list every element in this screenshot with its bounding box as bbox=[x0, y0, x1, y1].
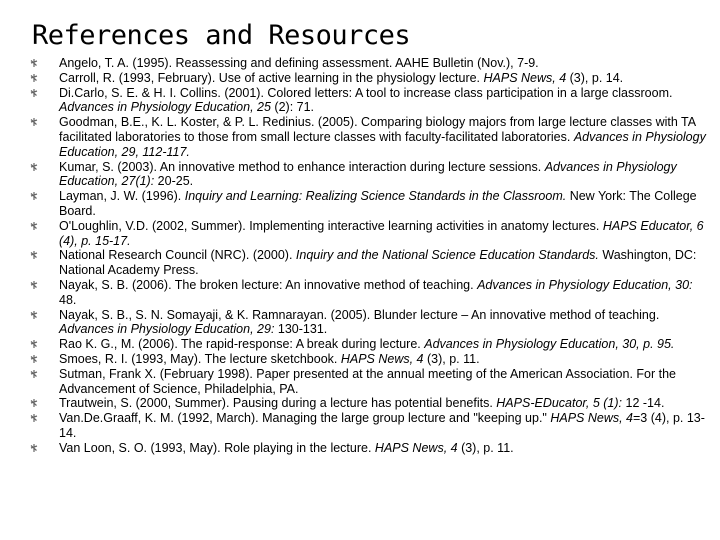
reference-item bbox=[30, 189, 710, 219]
reference-italic: Advances in Physiology Education, 25 bbox=[59, 100, 271, 115]
sparkle-bullet-icon bbox=[30, 310, 39, 320]
reference-text: Sutman, Frank X. (February 1998). Paper presented at the annual meeting of the American Association. For the Advancement of Science, Philadelphia, PA. bbox=[59, 366, 677, 396]
reference-italic: HAPS News, 4 bbox=[374, 440, 458, 455]
sparkle-bullet-icon bbox=[30, 250, 39, 260]
sparkle-bullet-icon bbox=[30, 369, 39, 379]
reference-item bbox=[30, 219, 710, 249]
reference-text: Rao K. G., M. (2006). The rapid-response: A break during lecture. bbox=[59, 337, 425, 352]
reference-tail: 48. bbox=[59, 292, 77, 307]
sparkle-bullet-icon bbox=[30, 280, 39, 290]
reference-item bbox=[30, 441, 710, 456]
sparkle-bullet-icon bbox=[30, 117, 39, 127]
reference-italic: HAPS News, 4 bbox=[550, 411, 633, 426]
reference-text: National Research Council (NRC). (2000). bbox=[59, 248, 296, 263]
reference-tail: =3 (4), p. 13-14. bbox=[59, 411, 705, 440]
reference-tail: (3), p. 11. bbox=[457, 440, 514, 455]
reference-item bbox=[30, 160, 710, 190]
reference-italic: HAPS Educator, 6 (4), p. 15-17. bbox=[59, 218, 704, 248]
reference-text: Angelo, T. A. (1995). Reassessing and defining assessment. AAHE Bulletin (Nov.), 7-9. bbox=[59, 56, 539, 70]
reference-text: Smoes, R. I. (1993, May). The lecture sketchbook. bbox=[59, 351, 341, 366]
reference-item bbox=[30, 71, 710, 86]
reference-italic: Advances in Physiology Education, 29, 112-117. bbox=[59, 129, 706, 159]
reference-italic: HAPS-EDucator, 5 (1): bbox=[496, 396, 623, 411]
reference-tail: Washington, DC: National Academy Press. bbox=[59, 248, 697, 278]
reference-item bbox=[30, 56, 710, 71]
reference-text: Layman, J. W. (1996). bbox=[59, 189, 185, 204]
reference-text: Nayak, S. B. (2006). The broken lecture: An innovative method of teaching. bbox=[59, 277, 478, 292]
reference-italic: HAPS News, 4 bbox=[340, 351, 424, 366]
reference-text: Kumar, S. (2003). An innovative method to enhance interaction during lecture sessions. bbox=[59, 159, 545, 174]
sparkle-bullet-icon bbox=[30, 221, 39, 231]
reference-item bbox=[30, 308, 710, 338]
sparkle-bullet-icon bbox=[30, 398, 39, 408]
reference-text: Trautwein, S. (2000, Summer). Pausing during a lecture has potential benefits. bbox=[59, 396, 497, 411]
sparkle-bullet-icon bbox=[30, 339, 39, 349]
reference-item bbox=[30, 115, 710, 159]
sparkle-bullet-icon bbox=[30, 88, 39, 98]
reference-item bbox=[30, 86, 710, 116]
reference-tail: 20-25. bbox=[154, 174, 194, 189]
page-title: References and Resources bbox=[32, 20, 411, 51]
reference-italic: Advances in Physiology Education, 27(1): bbox=[59, 159, 677, 189]
reference-item bbox=[30, 352, 710, 367]
reference-text: Goodman, B.E., K. L. Koster, & P. L. Redinius. (2005). Comparing biology majors from large lecture classes with TA facilitated laboratories to those from small lecture classes with faculty-facilitated laboratories. bbox=[59, 115, 696, 144]
reference-italic: Inquiry and Learning: Realizing Science Standards in the Classroom. bbox=[184, 189, 567, 204]
reference-text: Carroll, R. (1993, February). Use of active learning in the physiology lecture. bbox=[59, 70, 484, 85]
reference-tail: (3), p. 11. bbox=[423, 351, 480, 366]
reference-text: Van.De.Graaff, K. M. (1992, March). Managing the large group lecture and "keeping up." bbox=[59, 411, 551, 426]
sparkle-bullet-icon bbox=[30, 413, 39, 423]
reference-tail: 130-131. bbox=[274, 322, 328, 337]
reference-list bbox=[30, 56, 710, 456]
sparkle-bullet-icon bbox=[30, 443, 39, 453]
sparkle-bullet-icon bbox=[30, 73, 39, 83]
reference-item bbox=[30, 411, 710, 441]
sparkle-bullet-icon bbox=[30, 162, 39, 172]
reference-tail: 12 -14. bbox=[622, 396, 665, 411]
reference-italic: Advances in Physiology Education, 30: bbox=[477, 277, 693, 292]
sparkle-bullet-icon bbox=[30, 354, 39, 364]
reference-italic: Inquiry and the National Science Education Standards. bbox=[295, 248, 599, 263]
reference-item bbox=[30, 278, 710, 308]
reference-tail: New York: The College Board. bbox=[59, 189, 697, 218]
sparkle-bullet-icon bbox=[30, 58, 39, 68]
reference-tail: (3), p. 14. bbox=[566, 70, 624, 85]
reference-text: O'Loughlin, V.D. (2002, Summer). Implementing interactive learning activities in anatomy lectures. bbox=[59, 218, 603, 233]
sparkle-bullet-icon bbox=[30, 191, 39, 201]
reference-item bbox=[30, 367, 710, 397]
reference-item bbox=[30, 337, 710, 352]
reference-italic: Advances in Physiology Education, 30, p. 95. bbox=[424, 337, 675, 352]
reference-item bbox=[30, 396, 710, 411]
reference-item bbox=[30, 248, 710, 278]
reference-text: Van Loon, S. O. (1993, May). Role playing in the lecture. bbox=[59, 440, 375, 455]
reference-text: Nayak, S. B., S. N. Somayaji, & K. Ramnarayan. (2005). Blunder lecture – An innovative method of teaching. bbox=[59, 307, 660, 322]
reference-text: Di.Carlo, S. E. & H. I. Collins. (2001). Colored letters: A tool to increase class participation in a large classroom. bbox=[59, 85, 673, 100]
reference-italic: Advances in Physiology Education, 29: bbox=[59, 322, 275, 337]
reference-italic: HAPS News, 4 bbox=[483, 70, 567, 85]
reference-tail: (2): 71. bbox=[270, 100, 315, 115]
